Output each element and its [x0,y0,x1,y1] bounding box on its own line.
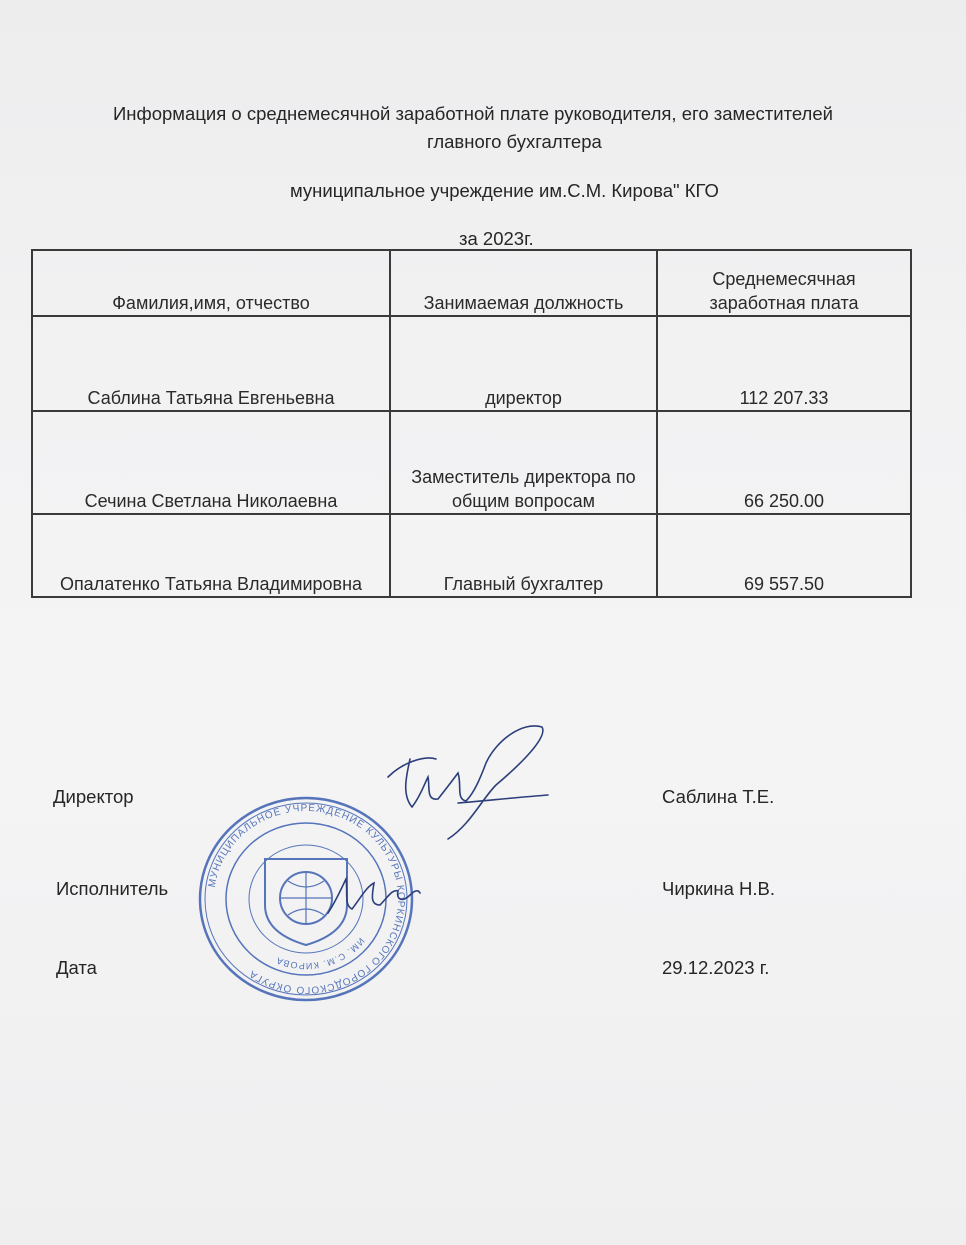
column-header-salary: Среднемесячная заработная плата [657,250,911,316]
table-row [32,514,911,597]
employee-name: Саблина Татьяна Евгеньевна [32,316,390,411]
employee-salary: 66 250.00 [657,411,911,514]
seal-outer-text: МУНИЦИПАЛЬНОЕ УЧРЕЖДЕНИЕ КУЛЬТУРЫ КОРКИНСКОГО ГОРОДСКОГО ОКРУГА [206,802,407,996]
director-signature [372,715,552,845]
table-row [32,316,911,411]
document-title-line1: Информация о среднемесячной заработной плате руководителя, его заместителей [113,103,833,124]
executor-label: Исполнитель [56,878,169,899]
document-title-line2: главного бухгалтера [427,131,602,152]
seal-inner-text: ИМ. С.М. КИРОВА [274,936,367,972]
column-header-position: Занимаемая должность [390,250,657,316]
date-label: Дата [56,957,97,978]
date-value: 29.12.2023 г. [662,957,770,978]
director-label: Директор [53,786,134,807]
table-row [32,411,911,514]
report-period: за 2023г. [459,228,534,249]
organization-name: муниципальное учреждение им.С.М. Кирова" КГО [290,180,719,201]
employee-position: Главный бухгалтер [390,514,657,597]
employee-name: Опалатенко Татьяна Владимировна [32,514,390,597]
executor-name: Чиркина Н.В. [662,878,776,899]
employee-name: Сечина Светлана Николаевна [32,411,390,514]
salary-table [31,249,912,598]
executor-signature [322,865,422,925]
employee-salary: 69 557.50 [657,514,911,597]
column-header-name: Фамилия,имя, отчество [32,250,390,316]
table-header-row [32,250,911,316]
employee-position: директор [390,316,657,411]
employee-position: Заместитель директора по общим вопросам [390,411,657,514]
employee-salary: 112 207.33 [657,316,911,411]
director-name: Саблина Т.Е. [662,786,775,807]
svg-text:ИМ. С.М. КИРОВА [274,936,366,971]
